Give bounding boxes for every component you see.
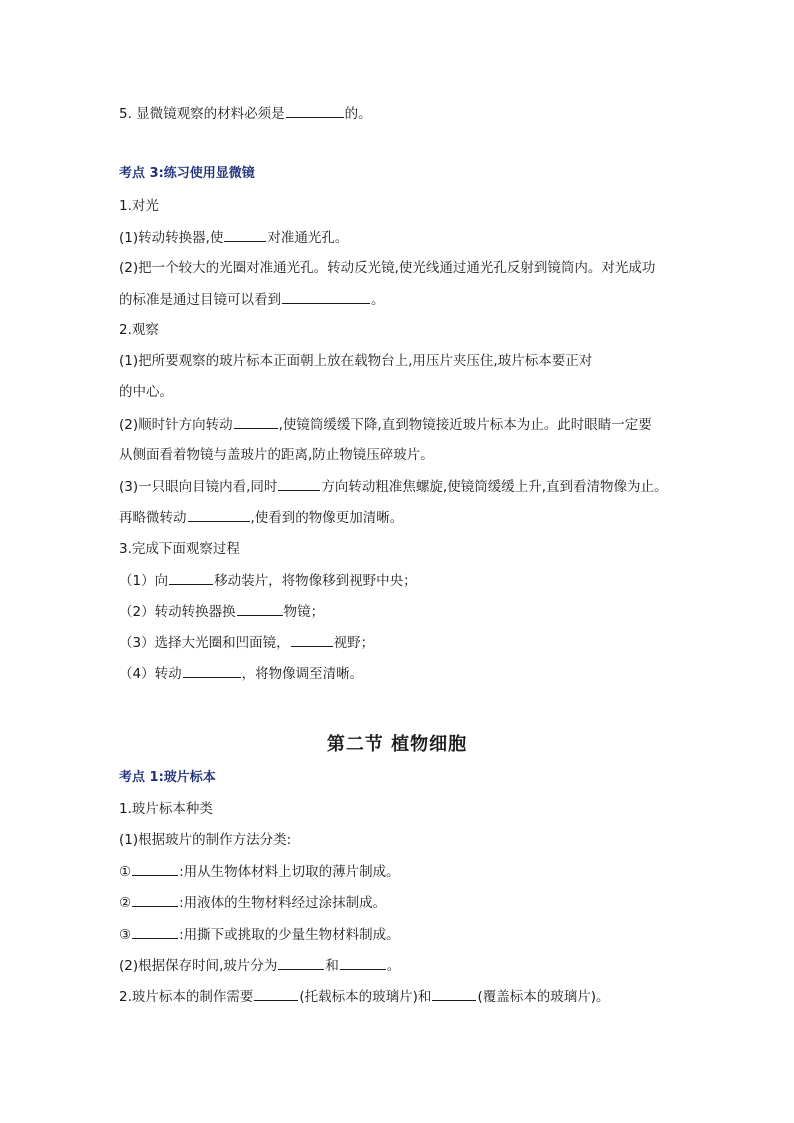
answer-blank[interactable] [286, 103, 344, 118]
section-title: 第二节 植物细胞 [326, 734, 468, 755]
text-line: 从侧面看着物镜与盖玻片的距离,防止物镜压碎玻片。 [119, 447, 434, 463]
text-segment: 2.玻片标本的制作需要 [119, 989, 254, 1005]
subheading: 3.完成下面观察过程 [119, 541, 240, 557]
text-segment: 的标准是通过目镜可以看到 [119, 292, 281, 308]
text-segment: :用从生物体材料上切取的薄片制成。 [179, 864, 400, 880]
text-segment: (2)根据保存时间,玻片分为 [119, 958, 278, 974]
text-segment: ① [119, 864, 132, 880]
text-line [119, 632, 374, 653]
text-segment: :用液体的生物材料经过涂抹制成。 [179, 895, 387, 911]
answer-blank[interactable] [282, 289, 370, 304]
answer-blank[interactable] [132, 924, 178, 939]
section-heading: 考点 1:玻片标本 [119, 770, 216, 785]
text-segment: 和 [325, 958, 339, 974]
question-5 [119, 103, 372, 124]
section-heading: 考点 3:练习使用显微镜 [119, 166, 255, 181]
text-segment: ,使镜筒缓缓下降,直到物镜接近玻片标本为止。此时眼睛一定要 [278, 417, 652, 433]
text-line [119, 955, 400, 976]
text-segment: （1）向 [119, 573, 169, 589]
text-segment: ,使看到的物像更加清晰。 [250, 510, 404, 526]
answer-blank[interactable] [432, 986, 476, 1001]
text-line [119, 663, 363, 684]
text-segment: 方向转动粗准焦螺旋,使镜筒缓缓上升,直到看清物像为止。 [321, 479, 668, 495]
answer-blank[interactable] [169, 570, 213, 585]
text-line: (1)根据玻片的制作方法分类: [119, 832, 292, 848]
text-segment: 对准通光孔。 [267, 230, 349, 246]
text-segment: 。 [371, 292, 385, 308]
text-segment: (1)转动转换器,使 [119, 230, 224, 246]
text-line [119, 861, 400, 882]
text-line [119, 986, 609, 1007]
text-segment: 再略微转动 [119, 510, 187, 526]
answer-blank[interactable] [188, 507, 250, 522]
text-segment: 。 [386, 958, 401, 974]
text-segment: ，将物像调至清晰。 [241, 666, 364, 682]
answer-blank[interactable] [278, 476, 320, 491]
text-line: (2)把一个较大的光圈对准通光孔。转动反光镜,使光线通过通光孔反射到镜筒内。对光成功 [119, 260, 656, 276]
answer-blank[interactable] [237, 601, 283, 616]
text-segment: 移动装片，将物像移到视野中央； [214, 573, 417, 589]
text-segment: （4）转动 [119, 666, 182, 682]
text-segment: (2)顺时针方向转动 [119, 417, 233, 433]
text-line [119, 414, 652, 435]
subheading: 1.玻片标本种类 [119, 801, 213, 817]
text-segment: （3）选择大光圈和凹面镜， [119, 635, 290, 651]
answer-blank[interactable] [340, 955, 386, 970]
text-line [119, 570, 417, 591]
answer-blank[interactable] [291, 632, 333, 647]
text-line [119, 924, 400, 945]
text-segment: 物镜； [283, 604, 325, 620]
answer-blank[interactable] [254, 986, 298, 1001]
text-line [119, 289, 385, 310]
text-line [119, 507, 403, 528]
answer-blank[interactable] [224, 227, 266, 242]
text-segment: ③ [119, 927, 132, 943]
text-segment: (托载标本的玻璃片)和 [299, 989, 432, 1005]
subheading: 2.观察 [119, 322, 159, 338]
text-line [119, 892, 386, 913]
answer-blank[interactable] [234, 414, 278, 429]
answer-blank[interactable] [132, 892, 178, 907]
question-text: 的。 [344, 106, 372, 122]
text-segment: （2）转动转换器换 [119, 604, 236, 620]
text-line [119, 227, 348, 248]
text-segment: (覆盖标本的玻璃片)。 [477, 989, 610, 1005]
text-segment: ② [119, 895, 132, 911]
subheading: 1.对光 [119, 198, 159, 214]
answer-blank[interactable] [132, 861, 178, 876]
text-segment: :用撕下或挑取的少量生物材料制成。 [179, 927, 400, 943]
text-segment: 视野； [333, 635, 375, 651]
answer-blank[interactable] [183, 663, 241, 678]
question-text: 5. 显微镜观察的材料必须是 [119, 106, 285, 122]
text-line [119, 476, 668, 497]
text-line: (1)把所要观察的玻片标本正面朝上放在载物台上,用压片夹压住,玻片标本要正对 [119, 353, 593, 369]
text-segment: (3)一只眼向目镜内看,同时 [119, 479, 278, 495]
text-line [119, 601, 324, 622]
answer-blank[interactable] [278, 955, 324, 970]
text-line: 的中心。 [119, 384, 173, 400]
